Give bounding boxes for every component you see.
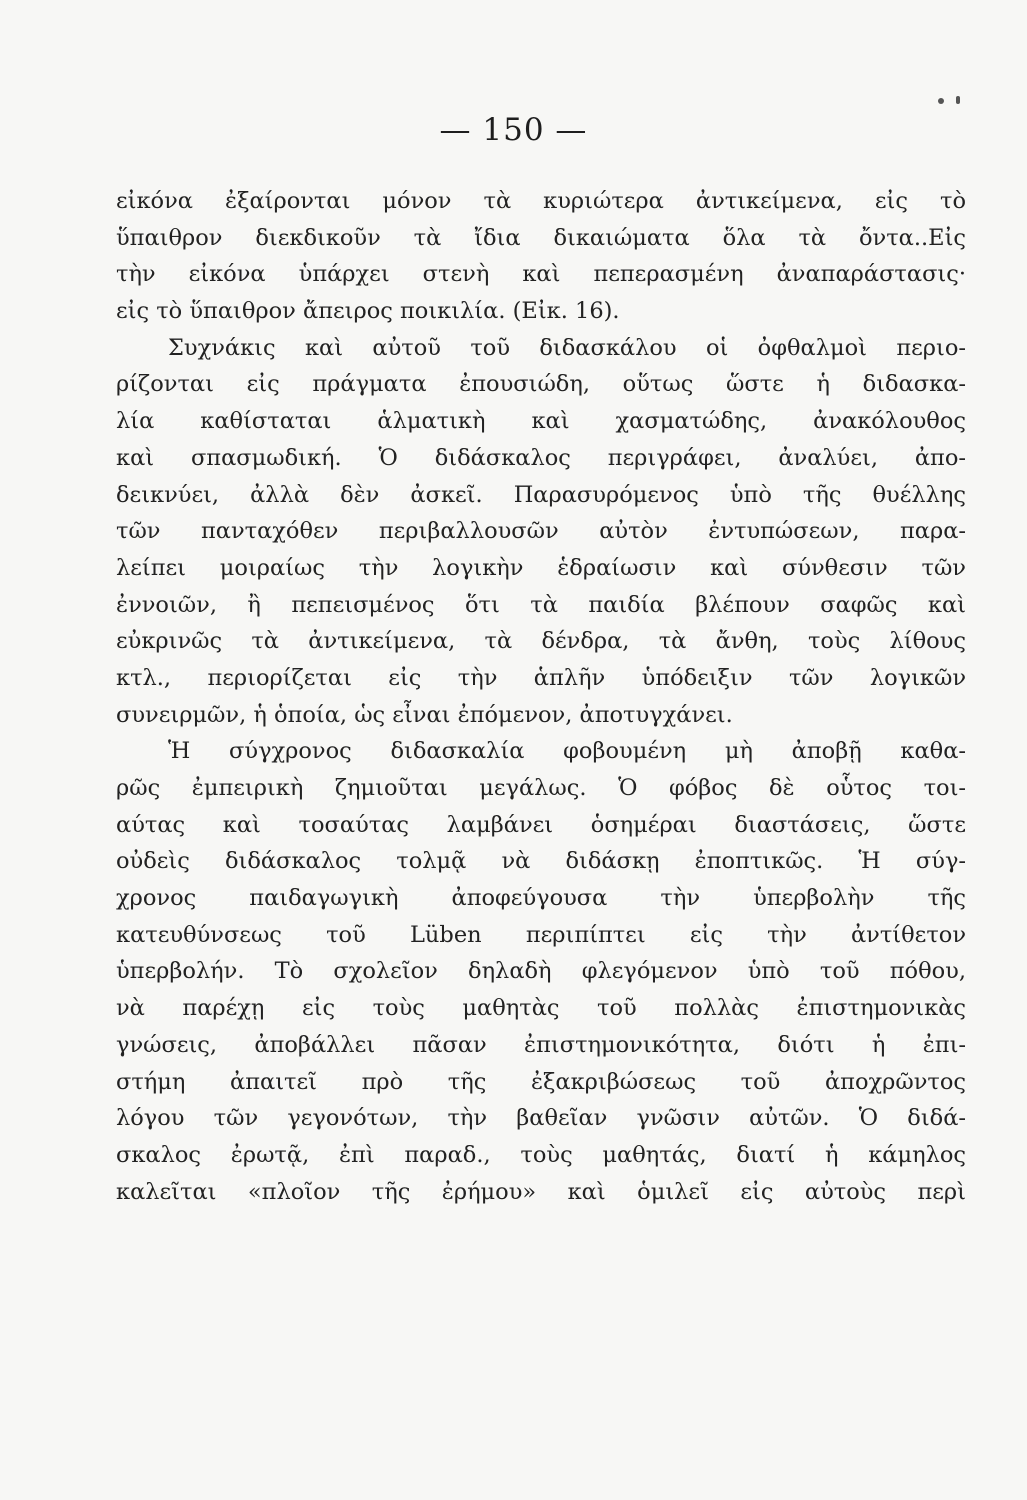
body-text <box>116 183 966 1210</box>
text-line: εὐκρινῶς τὰ ἀντικείμενα, τὰ δένδρα, τὰ ἄνθη, τοὺς λίθους <box>116 628 966 655</box>
page-number: — 150 — <box>439 112 588 148</box>
ink-speck <box>956 96 960 104</box>
text-line: οὐδεὶς διδάσκαλος τολμᾷ νὰ διδάσκῃ ἐποπτικῶς. Ἡ σύγ- <box>116 848 966 875</box>
text-line: νὰ παρέχῃ εἰς τοὺς μαθητὰς τοῦ πολλὰς ἐπιστημονικὰς <box>116 995 966 1022</box>
text-line: εἰς τὸ ὕπαιθρον ἄπειρος ποικιλία. (Εἰκ. 16). <box>116 298 620 325</box>
text-line: εἰκόνα ἐξαίρονται μόνον τὰ κυριώτερα ἀντικείμενα, εἰς τὸ <box>116 188 966 214</box>
ink-speck <box>938 98 944 104</box>
text-line: καλεῖται «πλοῖον τῆς ἐρήμου» καὶ ὁμιλεῖ εἰς αὐτοὺς περὶ <box>116 1178 966 1205</box>
text-line: κατευθύνσεως τοῦ Lüben περιπίπτει εἰς τὴν ἀντίθετον <box>116 921 966 948</box>
text-line: Ἡ σύγχρονος διδασκαλία φοβουμένη μὴ ἀποβῇ καθα- <box>168 738 966 765</box>
text-line: συνειρμῶν, ἡ ὁποία, ὡς εἶναι ἐπόμενον, ἀποτυγχάνει. <box>116 701 733 728</box>
text-line: ὕπαιθρον διεκδικοῦν τὰ ἴδια δικαιώματα ὅλα τὰ ὄντα..Εἰς <box>116 224 966 251</box>
text-line: τὴν εἰκόνα ὑπάρχει στενὴ καὶ πεπερασμένη ἀναπαράστασις· <box>116 261 966 288</box>
text-line: χρονος παιδαγωγικὴ ἀποφεύγουσα τὴν ὑπερβολὴν τῆς <box>116 885 966 912</box>
text-line: λείπει μοιραίως τὴν λογικὴν ἑδραίωσιν καὶ σύνθεσιν τῶν <box>116 554 966 581</box>
text-line: ὑπερβολήν. Τὸ σχολεῖον δηλαδὴ φλεγόμενον ὑπὸ τοῦ πόθου, <box>116 958 966 985</box>
text-line: Συχνάκις καὶ αὐτοῦ τοῦ διδασκάλου οἱ ὀφθαλμοὶ περιο- <box>168 334 966 361</box>
text-line: τῶν πανταχόθεν περιβαλλουσῶν αὐτὸν ἐντυπώσεων, παρα- <box>116 518 966 545</box>
text-line: ρίζονται εἰς πράγματα ἐπουσιώδη, οὕτως ὥστε ἡ διδασκα- <box>116 371 966 398</box>
text-line: στήμη ἀπαιτεῖ πρὸ τῆς ἐξακριβώσεως τοῦ ἀποχρῶντος <box>116 1068 966 1095</box>
text-line: ρῶς ἐμπειρικὴ ζημιοῦται μεγάλως. Ὁ φόβος δὲ οὗτος τοι- <box>116 775 966 801</box>
text-line: λία καθίσταται ἁλματικὴ καὶ χασματώδης, ἀνακόλουθος <box>116 408 966 435</box>
text-line: σκαλος ἐρωτᾷ, ἐπὶ παραδ., τοὺς μαθητάς, διατί ἡ κάμηλος <box>116 1141 966 1168</box>
text-line: καὶ σπασμωδική. Ὁ διδάσκαλος περιγράφει, ἀναλύει, ἀπο- <box>116 444 966 471</box>
text-line: γνώσεις, ἀποβάλλει πᾶσαν ἐπιστημονικότητα, διότι ἡ ἐπι- <box>116 1031 966 1058</box>
text-line: λόγου τῶν γεγονότων, τὴν βαθεῖαν γνῶσιν αὐτῶν. Ὁ διδά- <box>116 1105 966 1132</box>
text-line: ἐννοιῶν, ἢ πεπεισμένος ὅτι τὰ παιδία βλέπουν σαφῶς καὶ <box>116 591 966 618</box>
text-line: κτλ., περιορίζεται εἰς τὴν ἁπλῆν ὑπόδειξιν τῶν λογικῶν <box>116 664 966 691</box>
text-line: δεικνύει, ἀλλὰ δὲν ἀσκεῖ. Παρασυρόμενος ὑπὸ τῆς θυέλλης <box>116 481 966 508</box>
text-line: αύτας καὶ τοσαύτας λαμβάνει ὁσημέραι διαστάσεις, ὥστε <box>116 811 966 838</box>
